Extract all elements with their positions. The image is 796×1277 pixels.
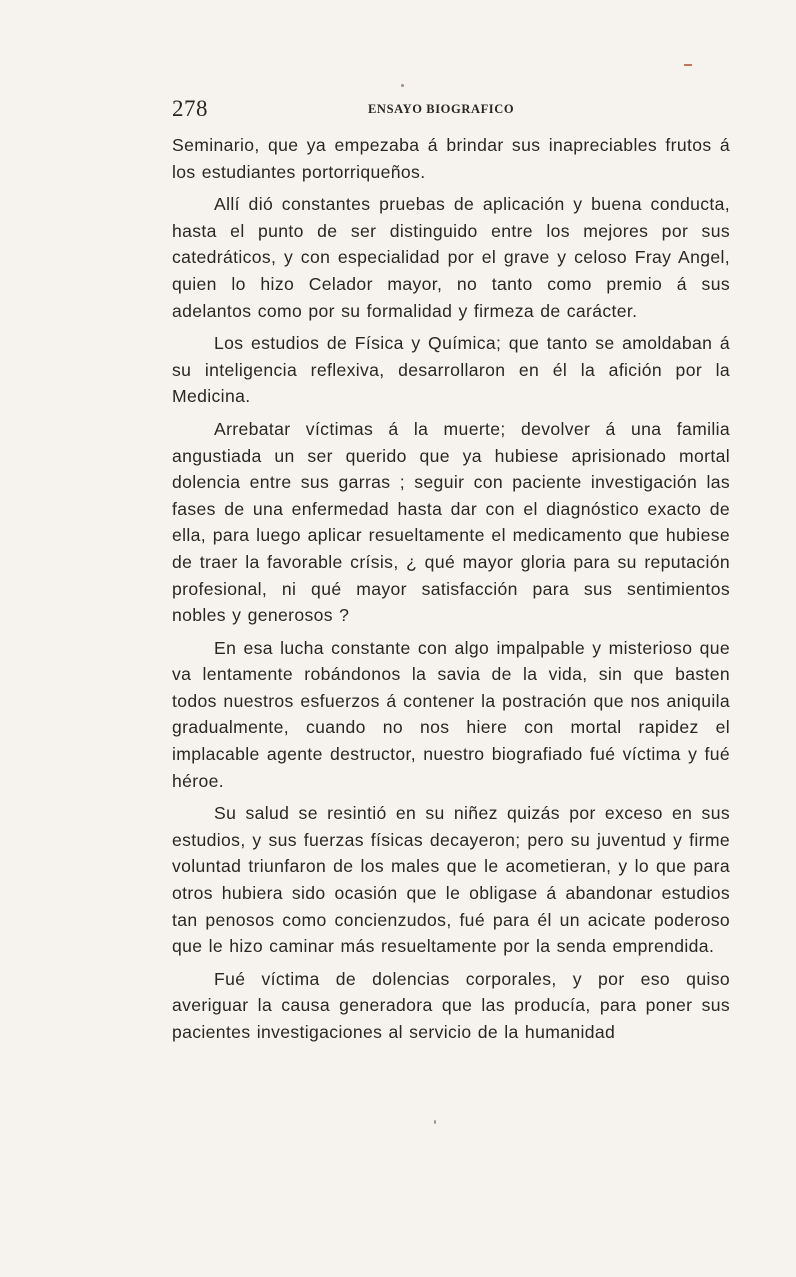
paragraph: Fué víctima de dolencias corporales, y por eso quiso averiguar la causa generadora que las producía, para poner sus pacientes investigaciones al servicio de la humanidad <box>172 968 730 1042</box>
body-text <box>172 132 730 1052</box>
paragraph: Seminario, que ya empezaba á brindar sus inapreciables frutos á los estudiantes portorriqueños. <box>172 135 730 182</box>
running-title: ENSAYO BIOGRAFICO <box>368 102 515 116</box>
running-header <box>172 96 732 126</box>
speck-mark <box>434 1120 436 1124</box>
speck-mark <box>401 84 404 87</box>
red-ink-mark <box>684 64 692 66</box>
paragraph: En esa lucha constante con algo impalpable y misterioso que va lentamente robándonos la savia de la vida, sin que basten todos nuestros esfuerzos á contener la postración que nos aniquila gradualmente, cuando no nos hiere con mortal rapidez el implacable agente destructor, nuestro biografiado fué víctima y fué héroe. <box>172 637 730 791</box>
paragraph: Los estudios de Física y Química; que tanto se amoldaban á su inteligencia reflexiva, desarrollaron en él la afición por la Medicina. <box>172 333 730 407</box>
paragraph: Arrebatar víctimas á la muerte; devolver á una familia angustiada un ser querido que ya hubiese aprisionado mortal dolencia entre sus garras ; seguir con paciente investigación las fases de una enfermedad hasta dar con el diagnóstico exacto de ella, para luego aplicar resueltamente el medicamento que hubiese de traer la favorable crísis, ¿ qué mayor gloria para su reputación profesional, ni qué mayor satisfacción para sus sentimientos nobles y generosos ? <box>172 418 730 626</box>
page-number: 278 <box>172 96 208 121</box>
paragraph: Allí dió constantes pruebas de aplicación y buena conducta, hasta el punto de ser distinguido entre los mejores por sus catedráticos, y con especialidad por el grave y celoso Fray Angel, quien lo hizo Celador mayor, no tanto como premio á sus adelantos como por su formalidad y firmeza de carácter. <box>172 194 730 321</box>
paragraph: Su salud se resintió en su niñez quizás por exceso en sus estudios, y sus fuerzas físicas decayeron; pero su juventud y firme voluntad triunfaron de los males que le acometieran, y lo que para otros hubiera sido ocasión que le obligase á abandonar estudios tan penosos como concienzudos, fué para él un acicate poderoso que le hizo caminar más resueltamente por la senda emprendida. <box>172 803 730 957</box>
